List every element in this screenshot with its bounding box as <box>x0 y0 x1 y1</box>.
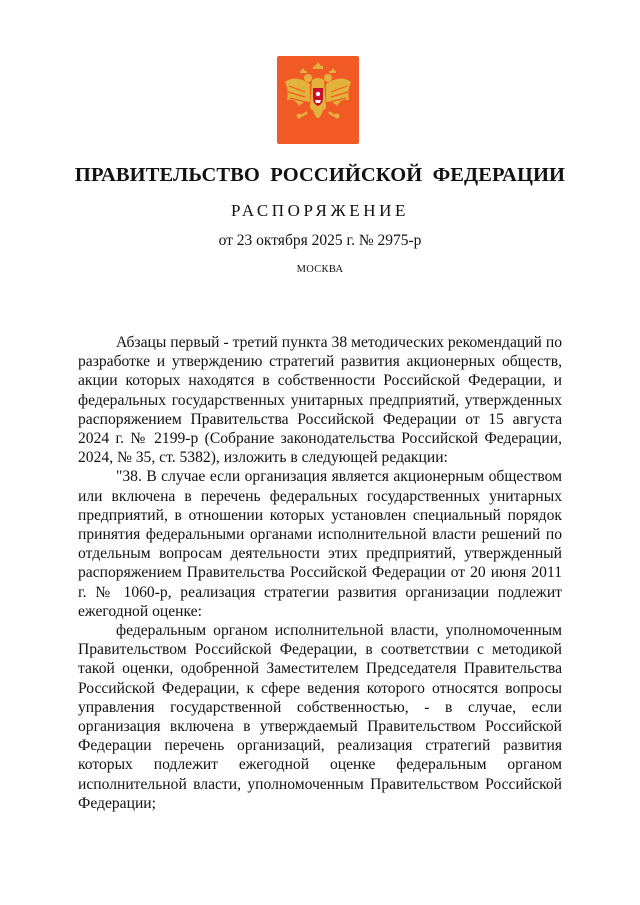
government-title: ПРАВИТЕЛЬСТВО РОССИЙСКОЙ ФЕДЕРАЦИИ <box>74 164 566 186</box>
document-type: РАСПОРЯЖЕНИЕ <box>230 201 410 220</box>
city-name: МОСКВА <box>296 264 344 275</box>
document-date-number: от 23 октября 2025 г. № 2975-р <box>218 232 422 249</box>
body-paragraph: федеральным органом исполнительной власти, уполномоченным Правительством Российской Федерации, в соответствии с методикой такой оценки, одобренной Заместителем Председателя Правительства Российской Федерации, к сфере ведения которого относятся вопросы управления государственной собственностью, - в случае, если организация включена в утверждаемый Правительством Российской Федерации перечень организаций, реализация стратегий развития которых подлежит ежегодной оценке федеральным органом исполнительной власти, уполномоченным Правительством Российской Федерации; <box>78 622 562 812</box>
body-paragraph: "38. В случае если организация является акционерным обществом или включена в перечень федеральных государственных унитарных предприятий, в отношении которых установлен специальный порядок принятия федеральными органами исполнительной власти решений по отдельным вопросам деятельности этих предприятий, утвержденный распоряжением Правительства Российской Федерации от 20 июня 2011 г. № 1060-р, реализация стратегии развития организации подлежит ежегодной оценке: <box>78 468 562 620</box>
document-body <box>78 333 562 813</box>
coat-of-arms-icon <box>277 56 359 144</box>
body-paragraph: Абзацы первый - третий пункта 38 методических рекомендаций по разработке и утверждению стратегий развития акционерных обществ, акции которых находятся в собственности Российской Федерации, и федеральных государственных унитарных предприятий, утвержденных распоряжением Правительства Российской Федерации от 15 августа 2024 г. № 2199-р (Собрание законодательства Российской Федерации, 2024, № 35, ст. 5382), изложить в следующей редакции: <box>78 334 562 467</box>
